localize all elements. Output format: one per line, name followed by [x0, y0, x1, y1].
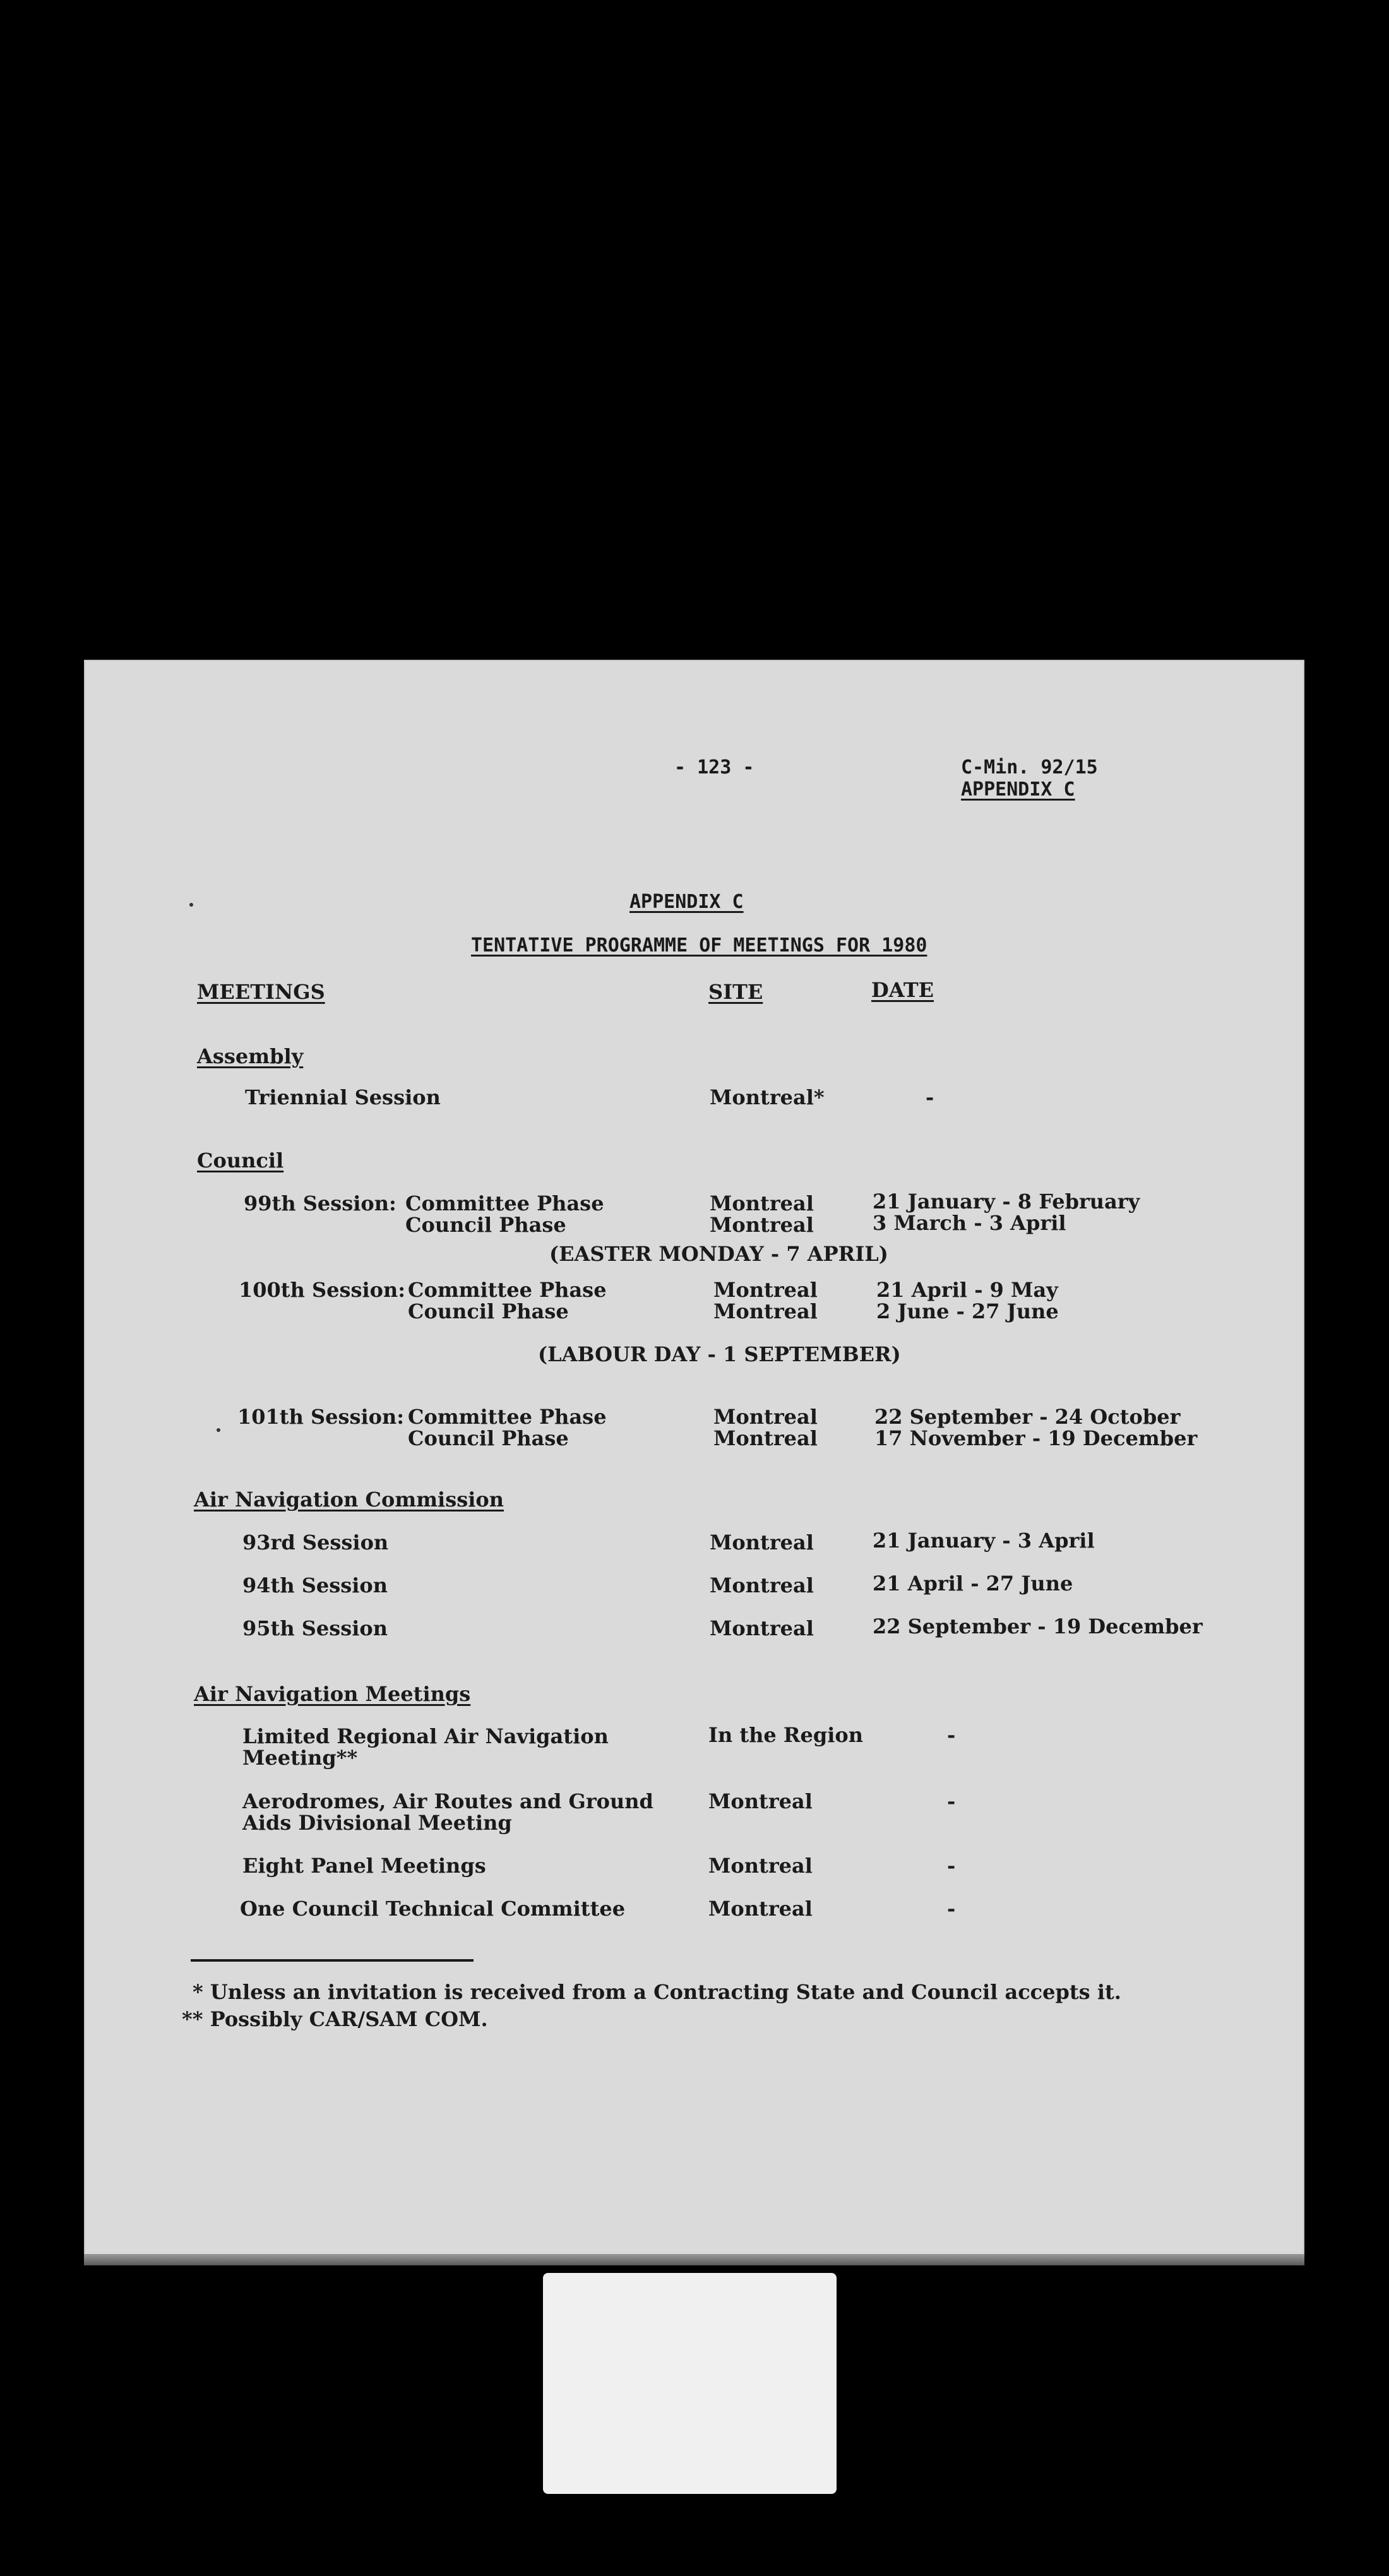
assembly-heading: Assembly [197, 1044, 304, 1068]
session-100-site-2: Montreal [713, 1299, 818, 1323]
anm-row-1-date: - [947, 1723, 956, 1747]
anm-row-4-site: Montreal [708, 1897, 813, 1921]
anm-row-2-site: Montreal [708, 1789, 813, 1813]
anc-row-1-name: 93rd Session [242, 1530, 389, 1554]
session-101-phase-2: Council Phase [408, 1426, 569, 1450]
session-101-phase-1: Committee Phase [408, 1405, 607, 1429]
footnote-1: * Unless an invitation is received from a Contracting State and Council accepts it. [193, 1980, 1121, 2004]
page-number: - 123 - [674, 756, 754, 778]
anm-row-2-name-line-1: Aerodromes, Air Routes and Ground [242, 1789, 653, 1813]
appendix-title: APPENDIX C [629, 891, 744, 913]
anm-row-2-name-line-2: Aids Divisional Meeting [242, 1811, 512, 1835]
anm-row-4-name: One Council Technical Committee [240, 1897, 626, 1921]
speck [217, 1428, 220, 1432]
anc-row-2-date: 21 April - 27 June [873, 1571, 1073, 1595]
footnote-2: ** Possibly CAR/SAM COM. [182, 2007, 488, 2031]
anm-row-1-site: In the Region [708, 1723, 864, 1747]
session-100-site-1: Montreal [713, 1278, 818, 1302]
anm-row-3-date: - [947, 1854, 956, 1878]
anm-row-3-site: Montreal [708, 1854, 813, 1878]
speck [189, 903, 193, 907]
blank-card [543, 2273, 837, 2494]
anc-row-2-name: 94th Session [242, 1573, 388, 1597]
session-101-date-2: 17 November - 19 December [874, 1426, 1198, 1450]
session-101-site-2: Montreal [713, 1426, 818, 1450]
session-101-site-1: Montreal [713, 1405, 818, 1429]
anc-row-1-site: Montreal [710, 1530, 814, 1554]
session-100-label: 100th Session: [239, 1278, 406, 1302]
session-99-phase-1: Committee Phase [405, 1191, 604, 1215]
meetings-column-header: MEETINGS [197, 980, 325, 1004]
assembly-row-name: Triennial Session [245, 1085, 441, 1109]
assembly-row-date: - [926, 1085, 934, 1109]
session-100-date-2: 2 June - 27 June [876, 1299, 1059, 1323]
footnote-rule [191, 1959, 474, 1962]
anm-row-1-name-line-2: Meeting** [242, 1746, 358, 1770]
anc-row-1-date: 21 January - 3 April [873, 1529, 1095, 1553]
session-101-label: 101th Session: [237, 1405, 405, 1429]
session-100-phase-1: Committee Phase [408, 1278, 607, 1302]
anc-row-3-site: Montreal [710, 1616, 814, 1640]
programme-title: TENTATIVE PROGRAMME OF MEETINGS FOR 1980 [471, 934, 927, 957]
anc-row-2-site: Montreal [710, 1573, 814, 1597]
session-99-date-1: 21 January - 8 February [873, 1190, 1140, 1213]
appendix-ref: APPENDIX C [961, 778, 1075, 801]
session-101-date-1: 22 September - 24 October [874, 1405, 1181, 1429]
anm-row-1-name-line-1: Limited Regional Air Navigation [242, 1724, 609, 1748]
session-99-site-2: Montreal [710, 1213, 814, 1237]
session-100-date-1: 21 April - 9 May [876, 1278, 1058, 1302]
page-edge [84, 2254, 1304, 2265]
session-99-phase-2: Council Phase [405, 1213, 566, 1237]
session-100-phase-2: Council Phase [408, 1299, 569, 1323]
anc-row-3-name: 95th Session [242, 1616, 388, 1640]
council-heading: Council [197, 1148, 284, 1172]
easter-note: (EASTER MONDAY - 7 APRIL) [549, 1242, 888, 1266]
anm-row-3-name: Eight Panel Meetings [242, 1854, 486, 1878]
anm-row-2-date: - [947, 1789, 956, 1813]
session-99-site-1: Montreal [710, 1191, 814, 1215]
anc-heading: Air Navigation Commission [194, 1488, 504, 1512]
anc-row-3-date: 22 September - 19 December [873, 1614, 1203, 1638]
assembly-row-site: Montreal* [710, 1085, 825, 1109]
document-ref: C-Min. 92/15 [961, 756, 1098, 778]
session-99-date-2: 3 March - 3 April [873, 1211, 1066, 1235]
site-column-header: SITE [708, 980, 763, 1004]
labour-day-note: (LABOUR DAY - 1 SEPTEMBER) [538, 1342, 901, 1366]
session-99-label: 99th Session: [244, 1191, 396, 1215]
anm-heading: Air Navigation Meetings [194, 1682, 471, 1706]
date-column-header: DATE [871, 978, 934, 1002]
anm-row-4-date: - [947, 1897, 956, 1921]
